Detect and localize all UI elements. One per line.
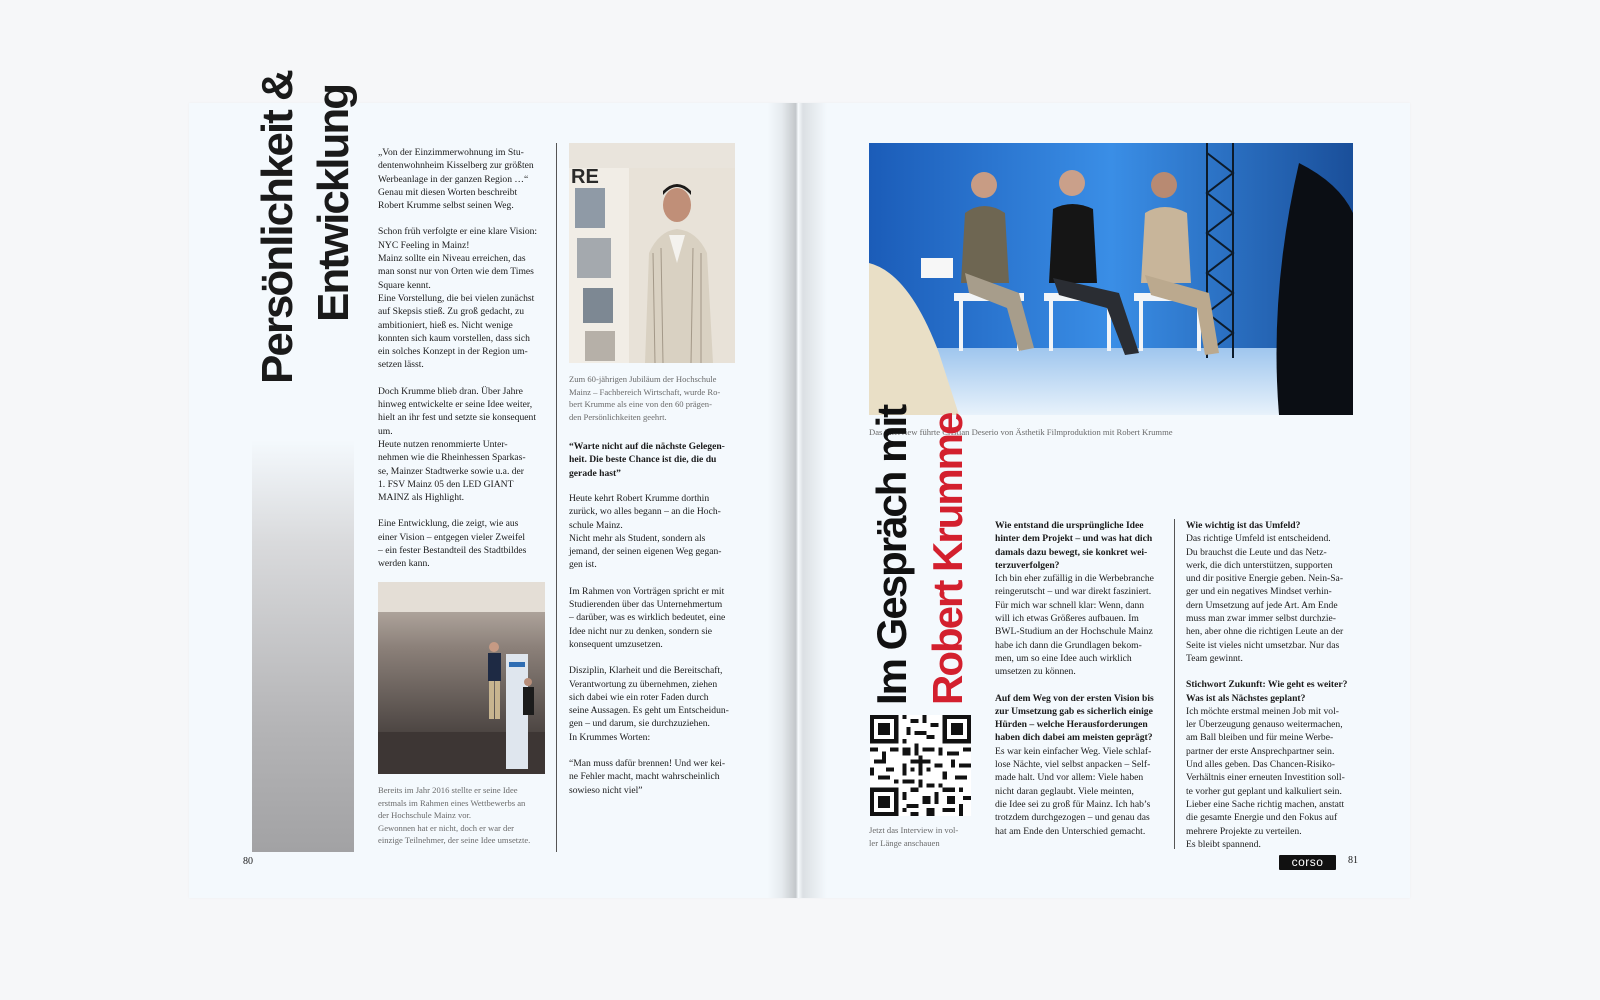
portrait-photo-caption: Zum 60-jährigen Jubiläum der Hochschule Mainz – Fachbereich Wirtschaft, wurde Ro- bert Krumme als eine von den 60 prägen- den Persönlichkeiten geehrt. (569, 374, 721, 422)
stage-photo-image (378, 582, 545, 774)
paragraph: “Man muss dafür brennen! Und wer kei- ne Fehler macht, macht wahrscheinlich sowieso nicht viel” (569, 758, 726, 796)
answer: Das richtige Umfeld ist entscheidend. Du brauchst die Leute und das Netz- werk, die dich unterstützen, supporten und dir positive Energie geben. Nein-Sa- ger und ein negatives Mindset verhin- dern Umsetzung auf jede Art. Am Ende muss man zwar immer selbst durchzie- hen, aber ohne die richtigen Leute an der Seite ist vieles nicht umsetzbar. Nur das Team gewinnt. (1186, 533, 1344, 664)
question: Wie entstand die ursprüngliche Idee hinter dem Projekt – und was hat dich damals dazu bewegt, sie konkret wei- terzuverfolgen? (995, 520, 1153, 571)
interview-photo-caption: Das Interview führte Cristian Deserio von Ästhetik Filmproduktion mit Robert Krumme (869, 427, 1173, 437)
portrait-photo-image (569, 143, 735, 363)
stage-photo-caption: Bereits im Jahr 2016 stellte er seine Idee erstmals im Rahmen eines Wettbewerbs an der Hochschule Mainz vor. Gewonnen hat er nicht, doch er war der einzige Teilnehmer, der seine Idee umsetzte. (378, 785, 531, 846)
answer: Ich möchte erstmal meinen Job mit vol- ler Überzeugung genauso weitermachen, am Ball bleiben und für meine Werbe- partner der erste Ansprechpartner sein. Und alles geben. Das Chancen-Risiko- Verhältnis einer erneuten Investition soll- te vorher gut geplant und kalkuliert sein. Lieber eine Sache richtig machen, anstatt die gesamte Energie und den Fokus auf mehrere Projekte zu verteilen. Es bleibt spannend. (1186, 705, 1345, 850)
left-column-2-text (569, 492, 741, 810)
svg-text:RE: RE (571, 166, 599, 188)
interview-column-2 (1186, 519, 1362, 851)
paragraph: Heute kehrt Robert Krumme dorthin zurück, wo alles begann – an die Hoch- schule Mainz. Nicht mehr als Student, sondern als jemand, der seinen eigenen Weg gegan- gen ist. (569, 493, 722, 571)
corso-logo: corso (1279, 855, 1336, 870)
pull-quote: “Warte nicht auf die nächste Gelegen- heit. Die beste Chance ist die, die du gerade hast” (569, 441, 725, 479)
right-headline (864, 406, 976, 705)
paragraph: „Von der Einzimmerwohnung im Stu- dentenwohnheim Kisselberg zur größten Werbeanlage in der ganzen Region …“ Genau mit diesen Worten beschreibt Robert Krumme selbst seinen Weg. (378, 147, 534, 212)
interview-photo (869, 143, 1353, 415)
paragraph: Doch Krumme blieb dran. Über Jahre hinweg entwickelte er seine Idee weiter, hielt an ihr fest und setzte sie konsequent um. Heute nutzen renommierte Unter- nehmen wie die Rheinhessen Sparkas- se, Mainzer Stadtwerke sowie u.a. der 1. FSV Mainz 05 den LED GIANT MAINZ als Highlight. (378, 385, 536, 504)
paragraph: Im Rahmen von Vorträgen spricht er mit Studierenden über das Unternehmertum – darüber, was es wirklich bedeutet, eine Idee nicht nur zu denken, sondern sie konsequent umzusetzen. (569, 585, 726, 650)
portrait-photo (569, 143, 735, 363)
qr-caption: Jetzt das Interview in vol- ler Länge anschauen (869, 825, 959, 848)
left-headline-line-1: Persönlichkeit & (253, 71, 302, 384)
spine-shadow (767, 103, 827, 898)
paragraph: Eine Entwicklung, die zeigt, wie aus einer Vision – entgegen vieler Zweifel – ein fester Bestandteil des Stadtbildes werden kann. (378, 518, 527, 570)
interview-photo-image (869, 143, 1353, 415)
question: Stichwort Zukunft: Wie geht es weiter? Was ist als Nächstes geplant? (1186, 679, 1348, 704)
right-headline-line-2: Robert Krumme (924, 413, 971, 705)
question: Wie wichtig ist das Umfeld? (1186, 520, 1301, 531)
interview-column-1 (995, 519, 1167, 838)
gray-gradient-bar (252, 440, 354, 852)
left-headline (250, 71, 362, 384)
answer: Es war kein einfacher Weg. Viele schlaf- lose Nächte, viel selbst anpacken – Self- made halt. Und vor allem: Viele haben nicht daran geglaubt. Viele meinten, die Idee sei zu groß für Mainz. Ich hab’s trotzdem durchgezogen – und genau das hat am Ende den Unterschied gemacht. (995, 745, 1152, 837)
left-headline-line-2: Entwicklung (309, 84, 358, 322)
page-number-left: 80 (243, 856, 253, 867)
question: Auf dem Weg von der ersten Vision bis zur Umsetzung gab es sicherlich einige Hürden – welche Herausforderungen haben dich dabei am meisten geprägt? (995, 692, 1154, 744)
qr-code[interactable] (870, 715, 971, 816)
qr-code-image (870, 715, 971, 816)
column-rule (556, 143, 557, 852)
column-rule (1174, 519, 1175, 849)
paragraph: Schon früh verfolgte er eine klare Vision: NYC Feeling in Mainz! Mainz sollte ein Niveau erreichen, das man sonst nur von Orten wie dem Times Square kennt. Eine Vorstellung, die bei vielen zunächst auf Skepsis stieß. Zu groß gedacht, zu ambitioniert, hieß es. Nicht wenige konnten sich kaum vorstellen, dass sich ein solches Konzept in der Region um- setzen lässt. (378, 226, 538, 371)
stage-photo (378, 582, 545, 774)
left-column-1-text (378, 146, 550, 584)
right-headline-line-1: Im Gespräch mit (868, 405, 915, 705)
answer: Ich bin eher zufällig in die Werbebranche reingerutscht – und war direkt fasziniert. Für mich war schnell klar: Wenn, dann will ich etwas Größeres aufbauen. Im BWL-Studium an der Hochschule Mainz habe ich dann die Grundlagen bekom- men, um so eine Idee auch wirklich umsetzen zu können. (995, 573, 1154, 678)
page-number-right: 81 (1348, 855, 1358, 866)
paragraph: Disziplin, Klarheit und die Bereitschaft, Verantwortung zu übernehmen, ziehen sich dabei wie ein roter Faden durch seine Aussagen. Es geht um Entscheidun- gen – und darum, sie durchzuziehen. In Krummes Worten: (569, 665, 729, 743)
